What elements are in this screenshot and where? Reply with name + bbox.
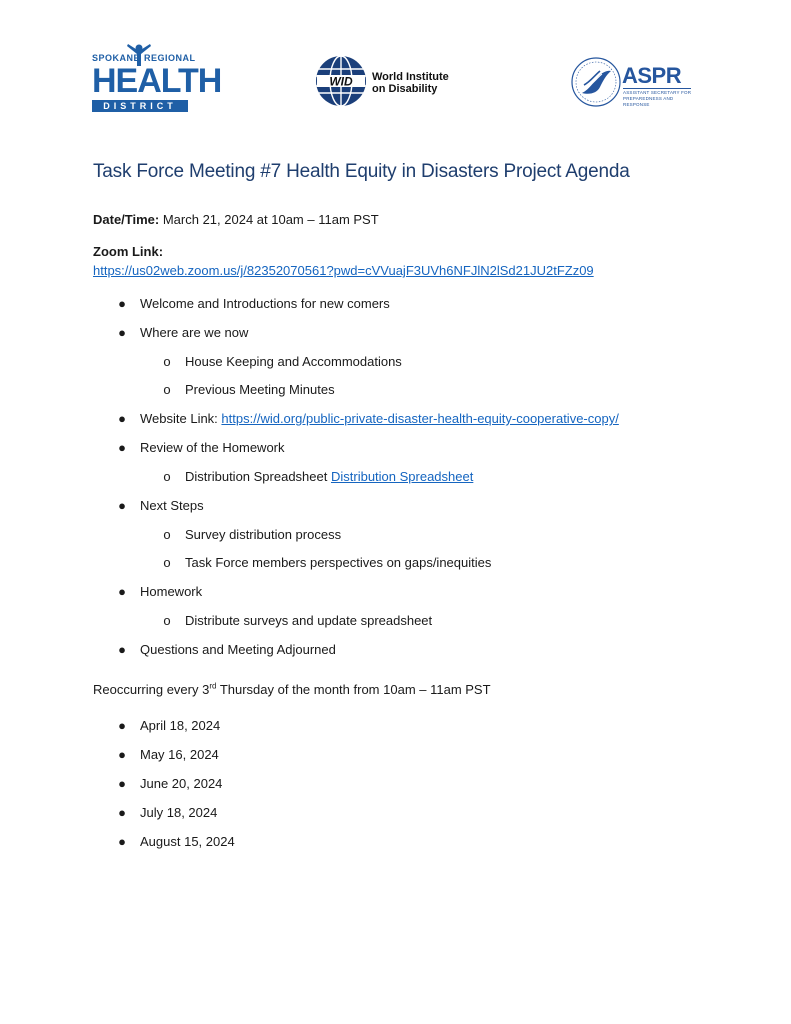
aspr-logo bbox=[570, 55, 695, 109]
bullet-icon: ● bbox=[118, 498, 126, 513]
agenda-item-label: Questions and Meeting Adjourned bbox=[140, 642, 336, 657]
datetime-line bbox=[93, 212, 379, 227]
wid-mark: WID bbox=[329, 74, 353, 89]
srhd-district-bar: DISTRICT bbox=[92, 100, 188, 112]
sub-bullet-icon: o bbox=[163, 555, 171, 570]
website-label: Website Link: bbox=[140, 411, 222, 426]
aspr-subtitle: ASSISTANT SECRETARY FOR PREPAREDNESS AND RESPONSE bbox=[623, 90, 692, 107]
agenda-subitem-label: House Keeping and Accommodations bbox=[185, 354, 402, 369]
bullet-icon: ● bbox=[118, 776, 126, 791]
world-institute-on-disability-logo bbox=[315, 55, 455, 107]
aspr-rule bbox=[623, 88, 691, 89]
hhs-eagle-seal-icon bbox=[570, 55, 622, 109]
bullet-icon: ● bbox=[118, 440, 126, 455]
bullet-icon: ● bbox=[118, 296, 126, 311]
srhd-arc-left: SPOKANE bbox=[92, 53, 141, 63]
spreadsheet-link[interactable]: Distribution Spreadsheet bbox=[330, 469, 474, 484]
sub-bullet-icon: o bbox=[163, 527, 171, 542]
sub-bullet-icon: o bbox=[163, 382, 171, 397]
zoom-link[interactable]: https://us02web.zoom.us/j/82352070561?pwd=cVVuajF3UVh6NFJlN2lSd21JU2tFZz09 bbox=[93, 263, 594, 278]
zoom-label bbox=[93, 244, 163, 259]
recurring-before: Reoccurring every 3 bbox=[93, 682, 210, 697]
bullet-icon: ● bbox=[118, 584, 126, 599]
bullet-icon: ● bbox=[118, 642, 126, 657]
agenda-item-label: Homework bbox=[140, 584, 203, 599]
recurring-note bbox=[93, 682, 491, 697]
wid-name-line-1: World Institute bbox=[372, 71, 449, 83]
wid-name-line-2: on Disability bbox=[372, 83, 438, 95]
date-label: May 16, 2024 bbox=[140, 747, 219, 762]
srhd-health-word: HEALTH bbox=[92, 62, 222, 100]
spreadsheet-text: Distribution Spreadsheet bbox=[185, 469, 331, 484]
date-label: June 20, 2024 bbox=[140, 776, 223, 791]
date-label: April 18, 2024 bbox=[140, 718, 221, 733]
recurring-sup: rd bbox=[209, 681, 217, 691]
datetime-value: March 21, 2024 at 10am – 11am PST bbox=[159, 212, 379, 227]
bullet-icon: ● bbox=[118, 718, 126, 733]
sub-bullet-icon: o bbox=[163, 613, 171, 628]
aspr-name: ASPR bbox=[622, 63, 682, 88]
agenda-subitem-label: Task Force members perspectives on gaps/inequities bbox=[185, 555, 492, 570]
website-link[interactable]: https://wid.org/public-private-disaster-health-equity-cooperative-copy/ bbox=[221, 411, 619, 426]
agenda-subitem-label: Survey distribution process bbox=[185, 527, 342, 542]
globe-icon bbox=[315, 55, 369, 107]
zoom-label-text: Zoom Link: bbox=[93, 244, 164, 259]
bullet-icon: ● bbox=[118, 411, 126, 426]
agenda-item-label: Where are we now bbox=[140, 325, 249, 340]
agenda-item-label bbox=[140, 411, 619, 426]
bullet-icon: ● bbox=[118, 834, 126, 849]
agenda-item-label: Review of the Homework bbox=[140, 440, 285, 455]
date-label: July 18, 2024 bbox=[140, 805, 218, 820]
page-title: Task Force Meeting #7 Health Equity in Disasters Project Agenda bbox=[93, 161, 630, 182]
sub-bullet-icon: o bbox=[163, 469, 171, 484]
agenda-subitem-label: Previous Meeting Minutes bbox=[185, 382, 335, 397]
zoom-link-line bbox=[93, 263, 594, 278]
recurring-after: Thursday of the month from 10am – 11am PST bbox=[216, 682, 491, 697]
spokane-regional-health-district-logo bbox=[92, 44, 222, 111]
bullet-icon: ● bbox=[118, 805, 126, 820]
bullet-icon: ● bbox=[118, 325, 126, 340]
srhd-arc-right: REGIONAL bbox=[144, 53, 196, 63]
agenda-item-label: Welcome and Introductions for new comers bbox=[140, 296, 390, 311]
agenda-subitem-label bbox=[185, 469, 473, 484]
bullet-icon: ● bbox=[118, 747, 126, 762]
agenda-item-label: Next Steps bbox=[140, 498, 204, 513]
date-label: August 15, 2024 bbox=[140, 834, 235, 849]
sub-bullet-icon: o bbox=[163, 354, 171, 369]
agenda-subitem-label: Distribute surveys and update spreadsheet bbox=[185, 613, 433, 628]
datetime-label: Date/Time: bbox=[93, 212, 160, 227]
